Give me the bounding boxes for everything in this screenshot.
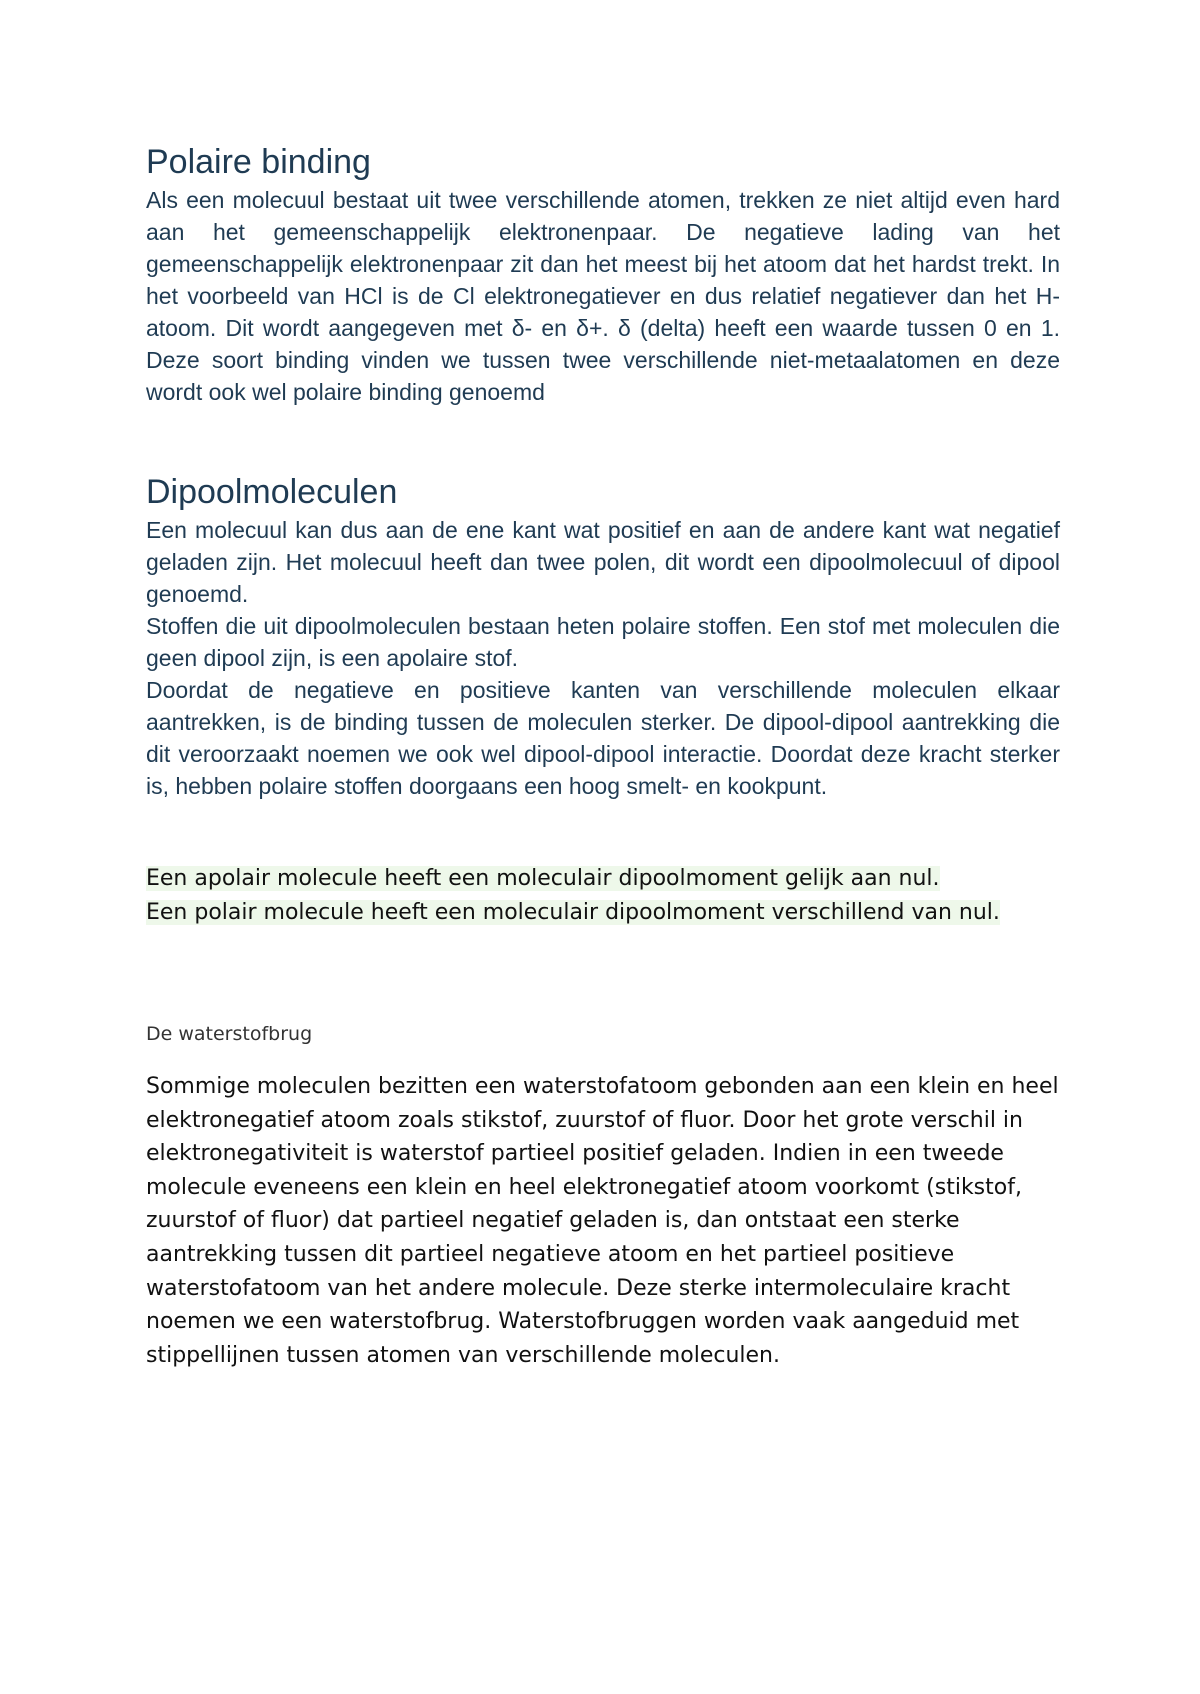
paragraph-polaire-binding — [146, 184, 1060, 408]
heading-dipoolmoleculen: Dipoolmoleculen — [146, 473, 398, 511]
section-polaire-binding — [146, 140, 1060, 408]
highlight-polair: Een polair molecule heeft een moleculair dipoolmoment verschillend van nul. — [146, 900, 1000, 925]
paragraph-dipool-3: Doordat de negatieve en positieve kanten van verschillende moleculen elkaar aantrekken, is de binding tussen de moleculen sterker. De dipool-dipool aantrekking die dit veroorzaakt noemen we ook wel dipool-dipool interactie. Doordat deze kracht sterker is, hebben polaire stoffen doorgaans een hoog smelt- en kookpunt. — [146, 677, 1060, 799]
highlight-apolair: Een apolair molecule heeft een moleculair dipoolmoment gelijk aan nul. — [146, 866, 940, 891]
heading-waterstofbrug: De waterstofbrug — [146, 1023, 313, 1045]
heading-polaire-binding: Polaire binding — [146, 143, 371, 181]
paragraph-dipool-2: Stoffen die uit dipoolmoleculen bestaan heten polaire stoffen. Een stof met moleculen die geen dipool zijn, is een apolaire stof. — [146, 613, 1060, 671]
paragraph-text: Als een molecuul bestaat uit twee verschillende atomen, trekken ze niet altijd even hard aan het gemeenschappelijk elektronenpaar. De negatieve lading van het gemeenschappelijk elektronenpaar zit dan het meest bij het atoom dat het hardst trekt. In het voorbeeld van HCl is de Cl elektronegatiever en dus relatief negatiever dan het H-atoom. Dit wordt aangegeven met δ- en δ+. δ (delta) heeft een waarde tussen 0 en 1. Deze soort binding vinden we tussen twee verschillende niet-metaalatomen en deze wordt ook wel polaire binding genoemd — [146, 187, 1060, 405]
document-page — [146, 140, 1060, 1372]
paragraph-text: Sommige moleculen bezitten een waterstofatoom gebonden aan een klein en heel elektronegatief atoom zoals stikstof, zuurstof of fluor. Door het grote verschil in elektronegativiteit is waterstof partieel positief geladen. Indien in een tweede molecule eveneens een klein en heel elektronegatief atoom voorkomt (stikstof, zuurstof of fluor) dat partieel negatief geladen is, dan ontstaat een sterke aantrekking tussen dit partieel negatieve atoom en het partieel positieve waterstofatoom van het andere molecule. Deze sterke intermoleculaire kracht noemen we een waterstofbrug. Waterstofbruggen worden vaak aangeduid met stippellijnen tussen atomen van verschillende moleculen. — [146, 1074, 1059, 1368]
paragraph-dipool-1: Een molecuul kan dus aan de ene kant wat positief en aan de andere kant wat negatief geladen zijn. Het molecuul heeft dan twee polen, dit wordt een dipoolmolecuul of dipool genoemd. — [146, 517, 1060, 607]
section-dipoolmoleculen — [146, 470, 1060, 802]
paragraph-waterstofbrug — [146, 1070, 1060, 1372]
paragraphs-dipoolmoleculen — [146, 514, 1060, 802]
highlighted-definitions — [146, 862, 1060, 930]
